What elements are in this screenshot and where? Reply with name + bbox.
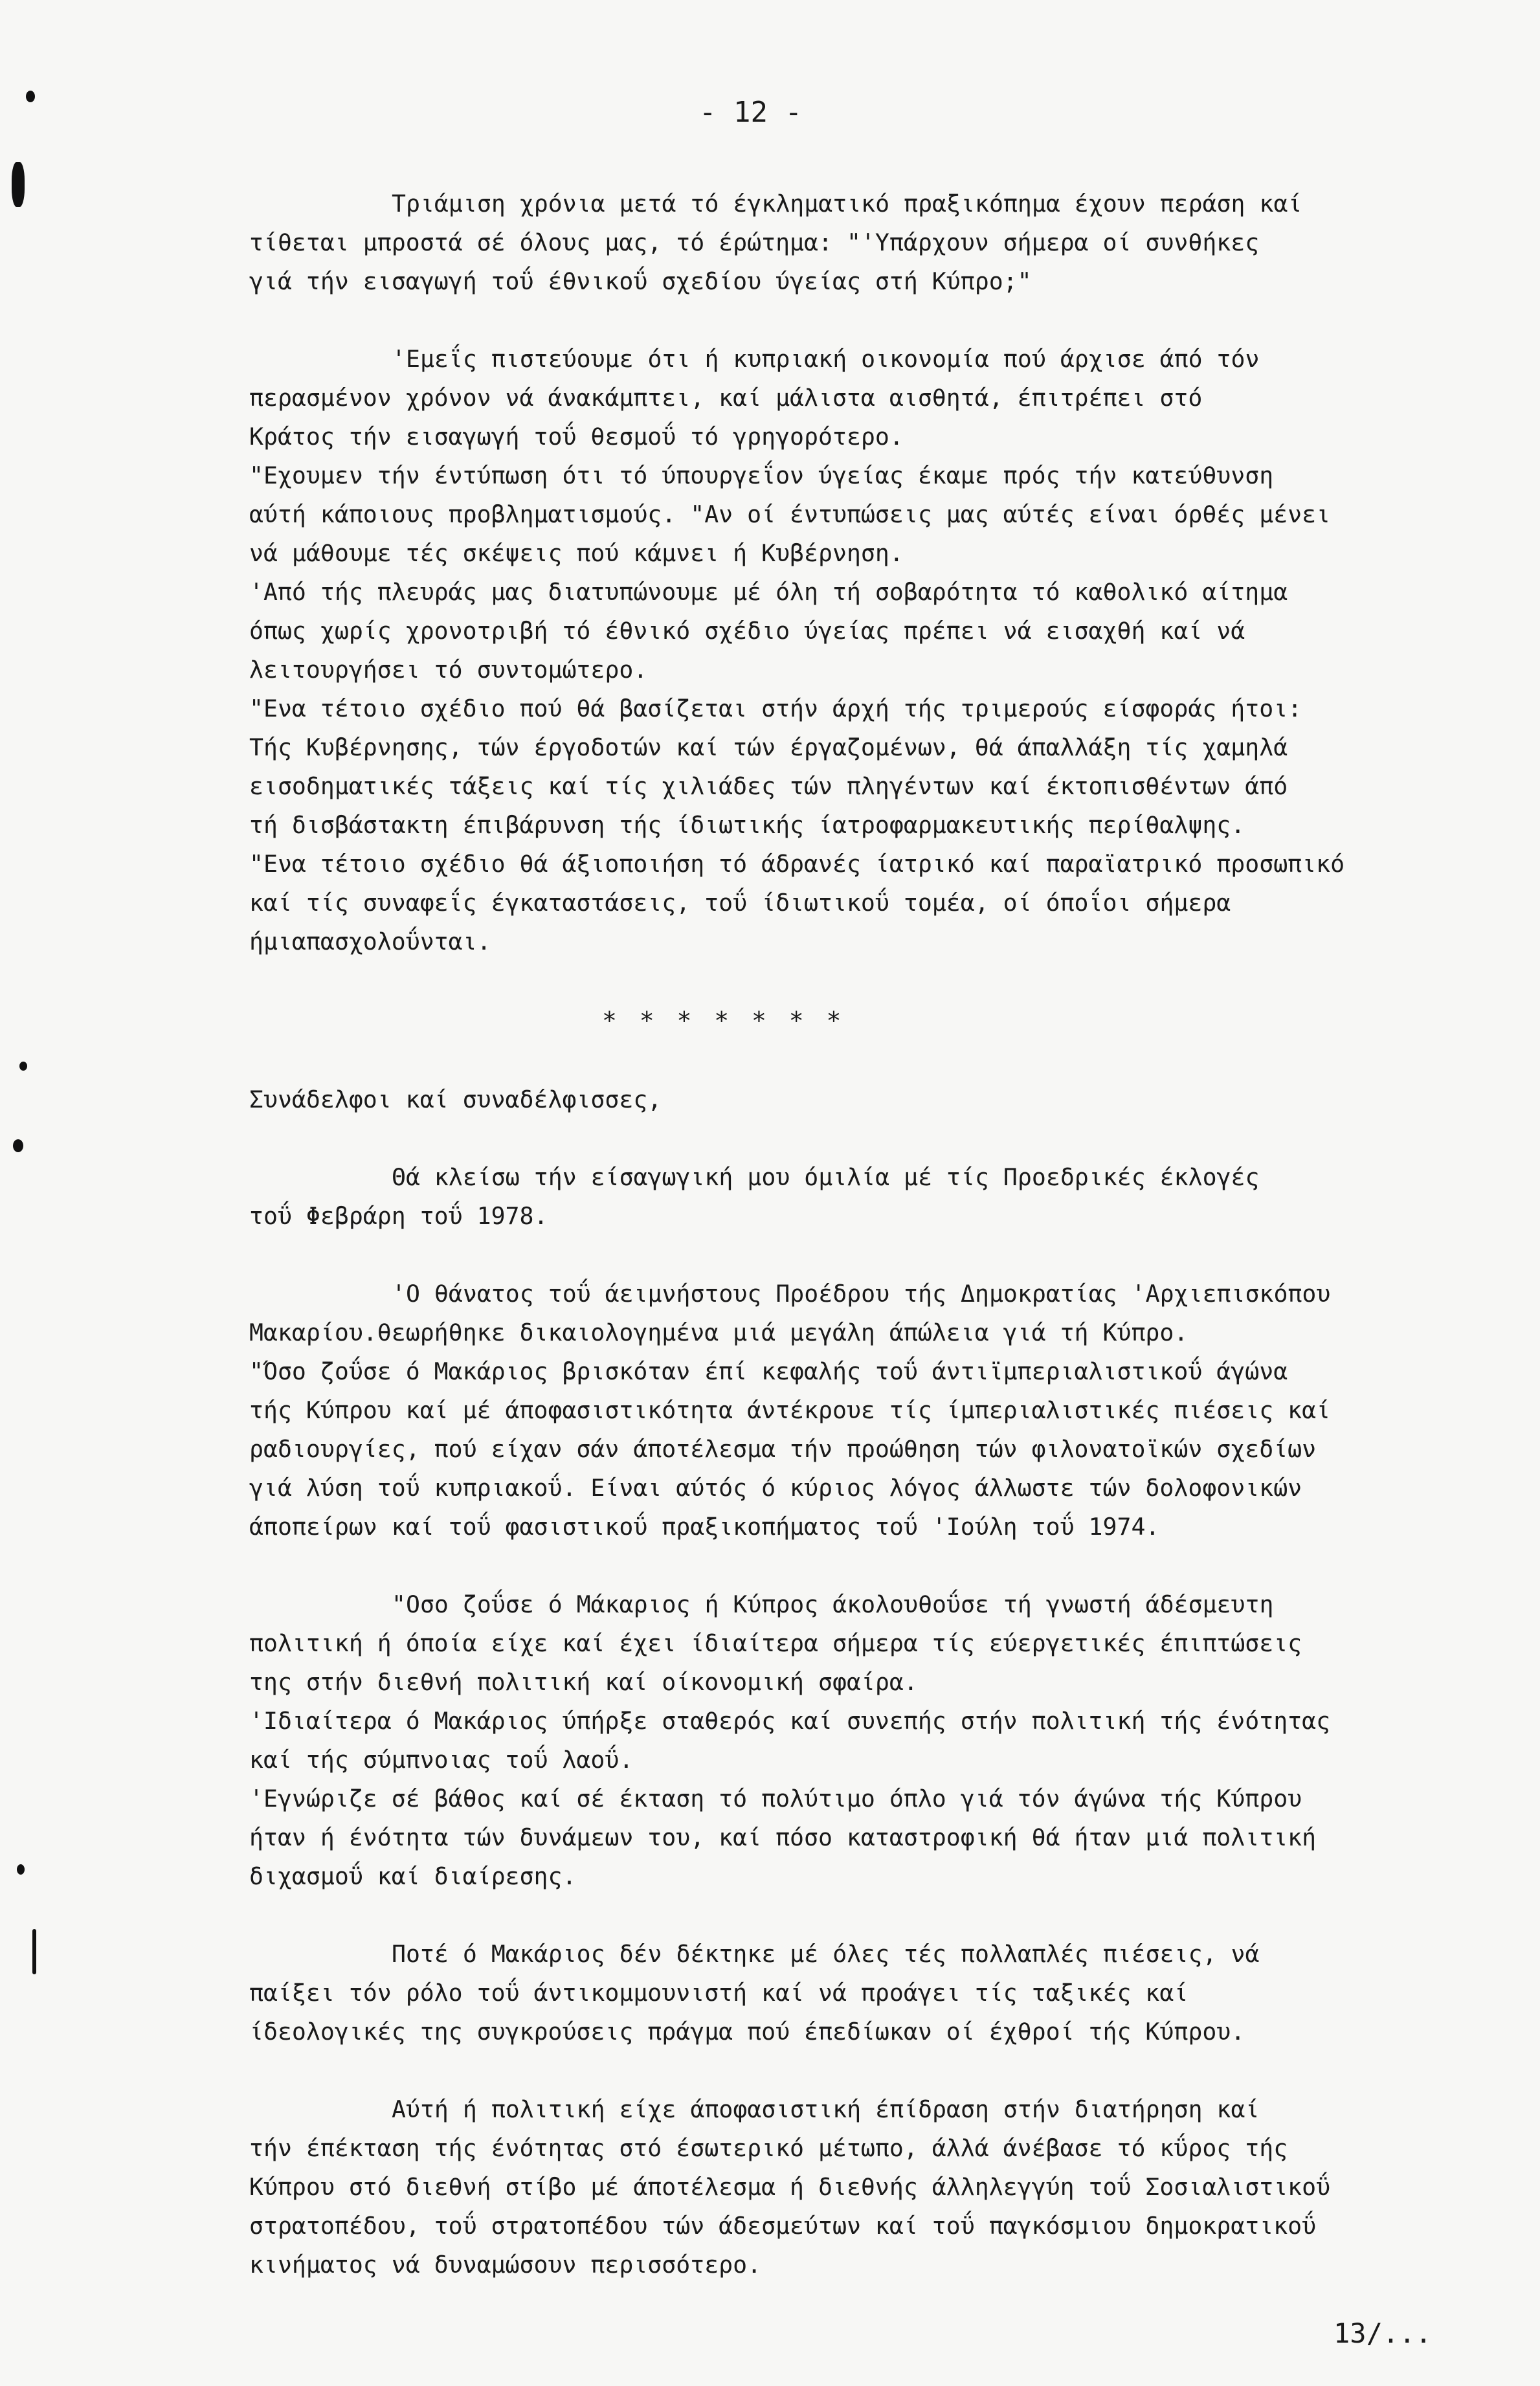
text-line: 'Ιδιαίτερα ό Μακάριος ύπήρξε σταθερός καί συνεπής στήν πολιτική τής ένότητας (249, 1707, 1331, 1735)
paragraph-2 (249, 340, 1499, 961)
text-line: εισοδηματικές τάξεις καί τίς χιλιάδες τών πληγέντων καί έκτοπισθέντων άπό (249, 772, 1288, 800)
scan-speck (17, 1864, 25, 1875)
text-line: "Όσο ζοΰσε ό Μακάριος βρισκόταν έπί κεφαλής τοΰ άντιϊμπεριαλιστικοΰ άγώνα (249, 1357, 1288, 1385)
text-line: γιά τήν εισαγωγή τοΰ έθνικοΰ σχεδίου ύγείας στή Κύπρο;" (249, 267, 1032, 295)
text-line: πολιτική ή όποία είχε καί έχει ίδιαίτερα σήμερα τίς εύεργετικές έπιπτώσεις (249, 1629, 1302, 1657)
scan-speck (19, 1062, 27, 1071)
paragraph-8 (249, 2090, 1499, 2284)
continuation-marker: 13/... (1334, 2317, 1432, 2349)
text-line: τοΰ Φεβράρη τοΰ 1978. (249, 1202, 548, 1230)
text-line: τή δισβάστακτη έπιβάρυνση τής ίδιωτικής ίατροφαρμακευτικής περίθαλψης. (249, 811, 1245, 839)
scan-speck (12, 162, 25, 207)
text-line: Συνάδελφοι καί συναδέλφισσες, (249, 1086, 662, 1113)
text-line: Θά κλείσω τήν είσαγωγική μου όμιλία μέ τίς Προεδρικές έκλογές (392, 1163, 1260, 1191)
text-line: Κύπρου στό διεθνή στίβο μέ άποτέλεσμα ή διεθνής άλληλεγγύη τοΰ Σοσιαλιστικοΰ (249, 2173, 1331, 2201)
text-line: "Ενα τέτοιο σχέδιο θά άξιοποιήση τό άδρανές ίατρικό καί παραϊατρικό προσωπικό (249, 850, 1345, 878)
scan-speck (13, 1139, 23, 1152)
salutation (249, 1080, 1499, 1119)
text-line: Μακαρίου.θεωρήθηκε δικαιολογημένα μιά μεγάλη άπώλεια γιά τή Κύπρο. (249, 1319, 1188, 1346)
text-line: Αύτή ή πολιτική είχε άποφασιστική έπίδραση στήν διατήρηση καί (392, 2095, 1260, 2123)
text-line: Τής Κυβέρνησης, τών έργοδοτών καί τών έργαζομένων, θά άπαλλάξη τίς χαμηλά (249, 733, 1288, 761)
text-line: διχασμοΰ καί διαίρεσης. (249, 1862, 577, 1890)
text-line: τήν έπέκταση τής ένότητας στό έσωτερικό μέτωπο, άλλά άνέβασε τό κΰρος τής (249, 2134, 1288, 2162)
paragraph-4 (249, 1158, 1499, 1236)
scan-speck (32, 1929, 36, 1974)
paragraph-7 (249, 1935, 1499, 2051)
text-line: Ποτέ ό Μακάριος δέν δέκτηκε μέ όλες τές πολλαπλές πιέσεις, νά (392, 1940, 1260, 1968)
document-body (249, 184, 1499, 2284)
text-line: νά μάθουμε τές σκέψεις πού κάμνει ή Κυβέρνηση. (249, 539, 904, 567)
text-line: όπως χωρίς χρονοτριβή τό έθνικό σχέδιο ύγείας πρέπει νά εισαχθή καί νά (249, 617, 1245, 645)
text-line: περασμένον χρόνον νά άνακάμπτει, καί μάλιστα αισθητά, έπιτρέπει στό (249, 384, 1203, 412)
paragraph-6 (249, 1585, 1499, 1896)
text-line: κινήματος νά δυναμώσουν περισσότερο. (249, 2251, 762, 2279)
text-line: ίδεολογικές της συγκρούσεις πράγμα πού έπεδίωκαν οί έχθροί τής Κύπρου. (249, 2018, 1245, 2046)
text-line: λειτουργήσει τό συντομώτερο. (249, 656, 648, 684)
paragraph-1 (249, 184, 1499, 301)
page-number: - 12 - (699, 96, 802, 129)
text-line: 'Εμεΐς πιστεύουμε ότι ή κυπριακή οικονομία πού άρχισε άπό τόν (392, 345, 1260, 373)
text-line: ήταν ή ένότητα τών δυνάμεων του, καί πόσο καταστροφική θά ήταν μιά πολιτική (249, 1823, 1317, 1851)
text-line: καί τής σύμπνοιας τοΰ λαοΰ. (249, 1746, 634, 1774)
text-line: "Ενα τέτοιο σχέδιο πού θά βασίζεται στήν άρχή τής τριμερούς είσφοράς ήτοι: (249, 695, 1302, 722)
text-line: γιά λύση τοΰ κυπριακοΰ. Είναι αύτός ό κύριος λόγος άλλωστε τών δολοφονικών (249, 1474, 1302, 1502)
scan-speck (26, 91, 35, 102)
section-separator: * * * * * * * (602, 1007, 845, 1035)
paragraph-5 (249, 1275, 1499, 1546)
text-line: στρατοπέδου, τοΰ στρατοπέδου τών άδεσμεύτων καί τοΰ παγκόσμιου δημοκρατικοΰ (249, 2212, 1317, 2240)
text-line: Τριάμιση χρόνια μετά τό έγκληματικό πραξικόπημα έχουν περάση καί (392, 190, 1302, 217)
text-line: τής Κύπρου καί μέ άποφασιστικότητα άντέκρουε τίς ίμπεριαλιστικές πιέσεις καί (249, 1396, 1331, 1424)
text-line: "Εχουμεν τήν έντύπωση ότι τό ύπουργεΐον ύγείας έκαμε πρός τήν κατεύθυνση (249, 462, 1274, 489)
text-line: 'Εγνώριζε σέ βάθος καί σέ έκταση τό πολύτιμο όπλο γιά τόν άγώνα τής Κύπρου (249, 1785, 1302, 1812)
text-line: 'Ο θάνατος τοΰ άειμνήστους Προέδρου τής Δημοκρατίας 'Αρχιεπισκόπου (392, 1280, 1331, 1308)
text-line: ραδιουργίες, πού είχαν σάν άποτέλεσμα τήν προώθηση τών φιλονατοϊκών σχεδίων (249, 1435, 1317, 1463)
text-line: ήμιαπασχολοΰνται. (249, 928, 491, 955)
text-line: Κράτος τήν εισαγωγή τοΰ θεσμοΰ τό γρηγορότερο. (249, 423, 904, 451)
text-line: αύτή κάποιους προβληματισμούς. "Αν οί έντυπώσεις μας αύτές είναι όρθές μένει (249, 500, 1331, 528)
text-line: καί τίς συναφεΐς έγκαταστάσεις, τοΰ ίδιωτικοΰ τομέα, οί όποΐοι σήμερα (249, 889, 1231, 917)
text-line: "Οσο ζοΰσε ό Μάκαριος ή Κύπρος άκολουθοΰσε τή γνωστή άδέσμευτη (392, 1590, 1274, 1618)
text-line: 'Από τής πλευράς μας διατυπώνουμε μέ όλη τή σοβαρότητα τό καθολικό αίτημα (249, 578, 1288, 606)
text-line: άποπείρων καί τοΰ φασιστικοΰ πραξικοπήματος τοΰ 'Ιούλη τοΰ 1974. (249, 1513, 1160, 1541)
text-line: παίξει τόν ρόλο τοΰ άντικομμουνιστή καί νά προάγει τίς ταξικές καί (249, 1979, 1188, 2007)
text-line: της στήν διεθνή πολιτική καί οίκονομική σφαίρα. (249, 1668, 918, 1696)
text-line: τίθεται μπροστά σέ όλους μας, τό έρώτημα: "'Υπάρχουν σήμερα οί συνθήκες (249, 229, 1260, 256)
